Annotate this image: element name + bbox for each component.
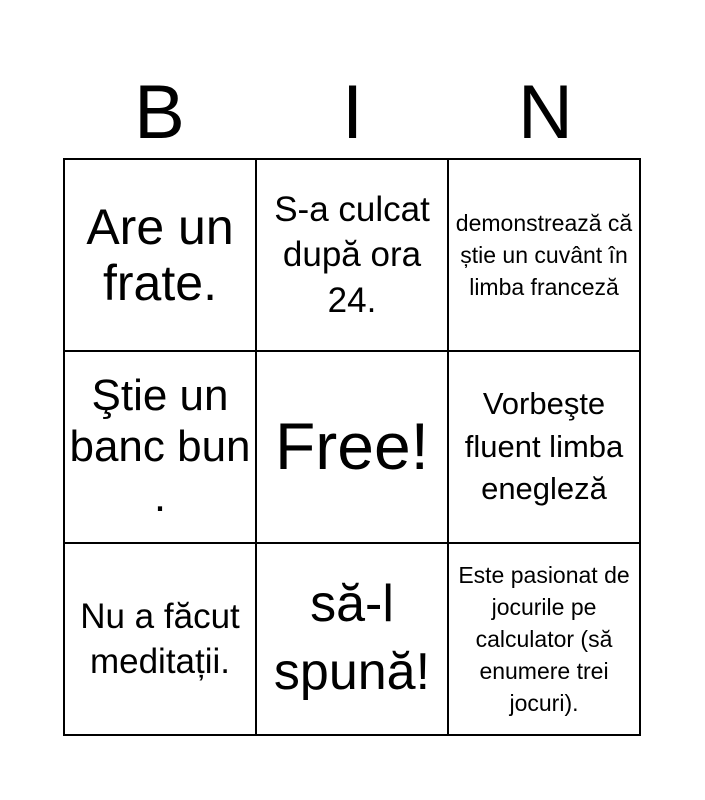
bingo-cell[interactable]: Nu a făcut meditații. xyxy=(64,543,256,735)
header-letter-n: N xyxy=(518,70,573,155)
free-space-cell[interactable]: Free! xyxy=(256,351,448,543)
bingo-cell[interactable]: S-a culcat după ora 24. xyxy=(256,159,448,351)
bingo-header xyxy=(63,70,641,156)
bingo-cell[interactable]: să-l spună! xyxy=(256,543,448,735)
board-row-2 xyxy=(64,351,640,543)
bingo-cell[interactable]: Vorbeşte fluent limba enegleză xyxy=(448,351,640,543)
bingo-cell[interactable]: Este pasionat de jocurile pe calculator (să enumere trei jocuri). xyxy=(448,543,640,735)
bingo-cell[interactable]: Ştie un banc bun . xyxy=(64,351,256,543)
header-letter-b: B xyxy=(134,70,185,155)
bingo-cell[interactable]: demonstrează că știe un cuvânt în limba franceză xyxy=(448,159,640,351)
bingo-board xyxy=(63,158,641,736)
header-letter-i: I xyxy=(341,70,364,155)
bingo-cell[interactable]: Are un frate. xyxy=(64,159,256,351)
board-row-3 xyxy=(64,543,640,735)
board-row-1 xyxy=(64,159,640,351)
